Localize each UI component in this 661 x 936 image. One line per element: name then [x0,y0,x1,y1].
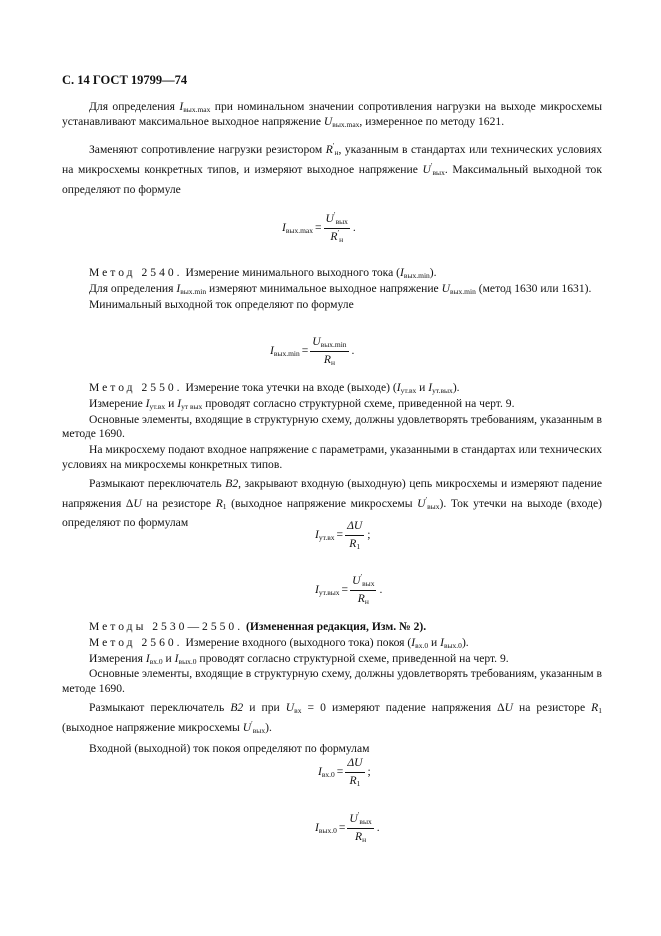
paragraph: Для определения $I_{вых.min}$ измеряют минимальное выходное напряжение $U_{вых.min}$ (метод 1630 или 1631). [89,281,592,296]
method-title: Метод 2560. Измерение входного (выходного тока) покоя ($I_{вх.0}$ и $I_{вых.0}$). [89,635,469,650]
paragraph: Размыкают переключатель В2 и при $U_{вх} = 0$ измеряют падение напряжения ΔU на резисторе $R_1$ (выходное напряжение микросхемы $U'_{вых}$). [62,701,602,735]
paragraph: Для определения $I_{вых.max}$ при номинальном значении сопротивления нагрузки на выходе микросхемы устанавливают максимальное выходное напряжение $U_{вых.max}$, измеренное по методу 1621. [62,100,602,129]
formula-min-current: $I_{вых.min}$ = $\frac{U_{вых.min}}{R_н}$ . [270,335,355,367]
formula-quiescent-in: $I_{вх.0}$ = $\frac{\Delta U}{R_1}$ ; [318,756,371,788]
formula-leak-in: $I_{ут.вх}$ = $\frac{\Delta U}{R_1}$ ; [315,519,371,551]
paragraph: Минимальный выходной ток определяют по формуле [89,297,354,311]
method-2560 [62,620,602,756]
formula-leak-out: $I_{ут.вых}$ = $\frac{U'_{вых}}{R_н}$ . [315,572,383,606]
method-title: Метод 2550. Измерение тока утечки на входе (выходе) ($I_{ут.вх}$ и $I_{ут.вых}$). [89,381,460,395]
formula-quiescent-out: $I_{вых.0}$ = $\frac{U'_{вых}}{R_н}$ . [315,810,380,844]
method-2540 [62,266,602,312]
block-max-current [62,100,602,201]
edition-note: Методы 2530—2550. (Измененная редакция, Изм. № 2). [89,620,427,633]
formula-max-current: $I_{вых.max}$ = $\frac{U'_{вых}}{R'_н}$ . [282,210,356,244]
paragraph: Основные элементы, входящие в структурную схему, должны удовлетворять требованиям, указанным в методе 1690. [62,412,603,441]
method-title: Метод 2540. Измерение минимального выходного тока $(I_{вых.min})$. [89,266,437,280]
paragraph: Заменяют сопротивление нагрузки резистором $R'_н$, указанным в стандартах или технических условиях на микросхемы конкретных типов, и измеряют выходное напряжение $U'_{вых}$. Максимальный выходной ток определяют по формуле [62,140,602,197]
paragraph: На микросхему подают входное напряжение с параметрами, указанными в стандартах или технических условиях на микросхемы конкретных типов. [62,443,602,472]
paragraph: Размыкают переключатель В2, закрывают входную (выходную) цепь микросхемы и измеряют падение напряжения ΔU на резисторе $R_1$ (выходное напряжение микросхемы $U'_{вых}$). Ток утечки на выходе (входе) определяют по формулам [62,476,602,530]
paragraph: Основные элементы, входящие в структурную схему, должны удовлетворять требованиям, указанным в методе 1690. [62,667,603,696]
page-header: С. 14 ГОСТ 19799—74 [62,73,188,87]
method-2550 [62,381,602,533]
paragraph: Входной (выходной) ток покоя определяют по формулам [89,741,370,755]
paragraph: Измерение $I_{ут.вх}$ и $I_{ут вых}$ проводят согласно структурной схеме, приведенной на черт. 9. [89,396,515,411]
paragraph: Измерения $I_{вх.0}$ и $I_{вых.0}$ проводят согласно структурной схеме, приведенной на черт. 9. [89,651,509,666]
